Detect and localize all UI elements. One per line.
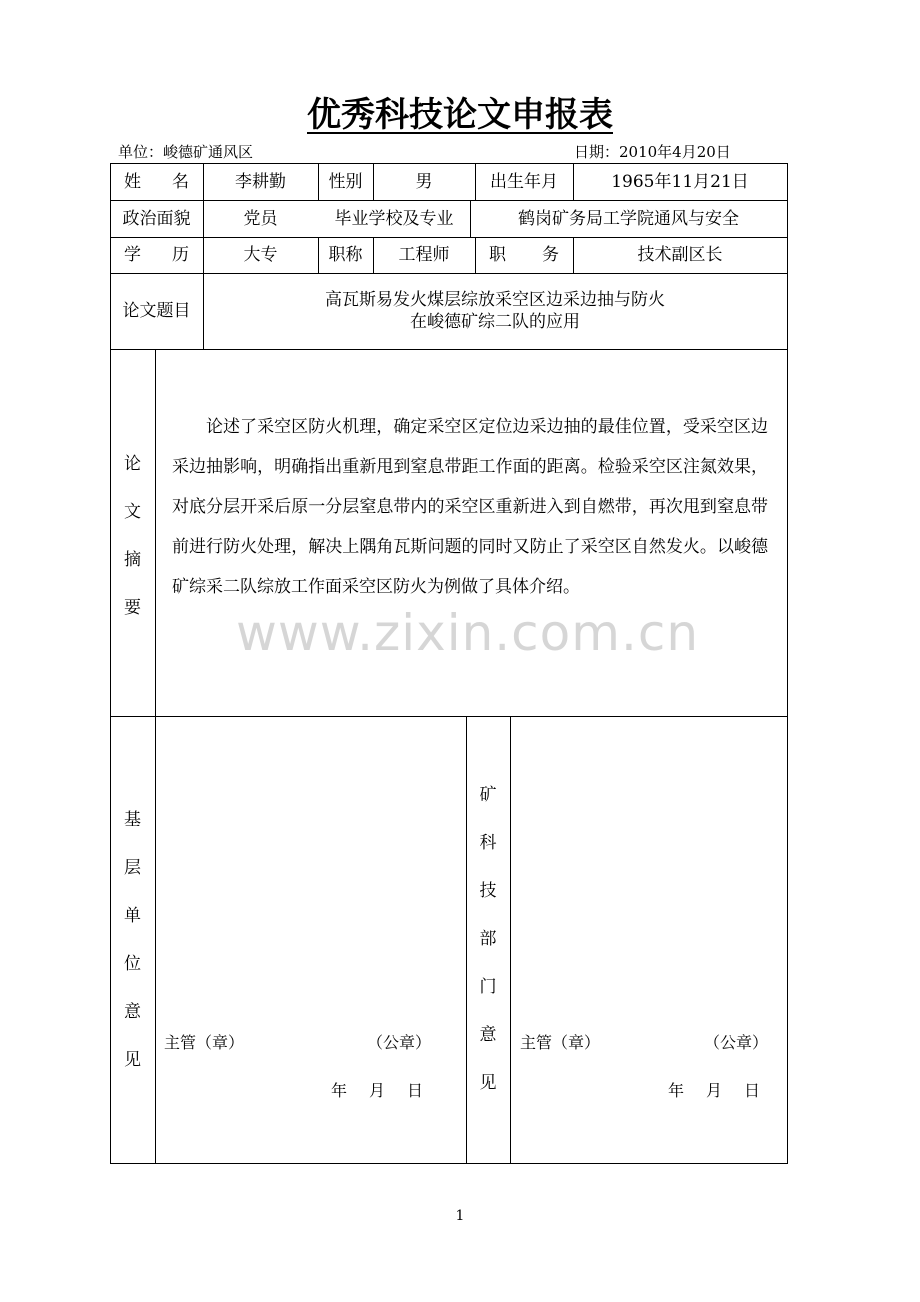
opinion-label-char: 层 (124, 858, 141, 878)
date-day: 日 (407, 1081, 424, 1100)
right-supervisor-seal: 主管（章） (520, 1033, 601, 1052)
job-title-value[interactable]: 工程师 (398, 245, 450, 265)
right-sign-date (668, 1080, 760, 1102)
opinion-label-char: 见 (124, 1050, 141, 1070)
date-label: 日期：2010年4月20日 (574, 143, 731, 161)
paper-title-line: 在峻德矿综二队的应用 (410, 312, 580, 332)
right-official-seal: （公章） (704, 1033, 769, 1052)
date-year: 年 (331, 1081, 348, 1100)
base-unit-opinion-label (110, 796, 155, 1084)
birth-value[interactable]: 1965年11月21日 (611, 171, 749, 192)
job-title-label: 职称 (328, 245, 363, 265)
opinion-label-char: 意 (124, 1002, 141, 1022)
date-day: 日 (744, 1081, 761, 1100)
paper-title-line: 高瓦斯易发火煤层综放采空区边采边抽与防火 (325, 290, 665, 310)
mine-tech-dept-opinion-label (466, 771, 510, 1107)
education-label-char: 历 (172, 245, 189, 265)
opinion-label-char: 部 (479, 929, 497, 949)
opinion-label-char: 位 (124, 954, 141, 974)
page-number: 1 (455, 1208, 465, 1224)
post-label (475, 237, 573, 273)
post-value[interactable]: 技术副区长 (637, 245, 723, 265)
post-label-char: 务 (542, 245, 559, 265)
opinion-label-char: 科 (479, 833, 497, 853)
politics-label: 政治面貌 (122, 208, 191, 229)
school-value[interactable]: 鹤岗矿务局工学院通风与安全 (518, 208, 739, 229)
post-label-char: 职 (489, 245, 506, 265)
gender-label: 性别 (328, 171, 363, 192)
name-value[interactable]: 李耕勤 (235, 171, 286, 192)
paper-title-label: 论文题目 (122, 301, 191, 321)
name-label-char: 名 (172, 171, 189, 192)
abstract-label-char: 要 (124, 598, 141, 618)
abstract-label-char: 文 (124, 502, 141, 522)
education-label-char: 学 (124, 245, 141, 265)
left-official-seal: （公章） (367, 1033, 432, 1052)
education-label (110, 237, 203, 273)
opinion-label-char: 意 (479, 1025, 497, 1045)
opinion-label-char: 门 (479, 977, 497, 997)
left-supervisor-seal: 主管（章） (164, 1033, 245, 1052)
abstract-label (110, 440, 155, 632)
left-sign-date (331, 1080, 423, 1102)
opinion-label-char: 见 (479, 1073, 497, 1093)
school-label: 毕业学校及专业 (334, 208, 454, 229)
abstract-label-char: 摘 (124, 550, 141, 570)
name-label-char: 姓 (124, 171, 141, 192)
education-value[interactable]: 大专 (243, 245, 278, 265)
opinion-label-char: 基 (124, 810, 141, 830)
paper-title-value[interactable] (203, 273, 787, 349)
gender-value[interactable]: 男 (415, 171, 433, 192)
unit-label: 单位：峻德矿通风区 (118, 143, 254, 161)
opinion-label-char: 矿 (479, 785, 497, 805)
date-month: 月 (706, 1081, 723, 1100)
name-label (110, 163, 203, 200)
abstract-text[interactable]: 论述了采空区防火机理，确定采空区定位边采边抽的最佳位置，受采空区边采边抽影响，明确指出重新甩到窒息带距工作面的距离。检验采空区注氮效果，对底分层开采后原一分层窒息带内的采空区重新进入到自燃带，再次甩到窒息带前进行防火处理，解决上隅角瓦斯问题的同时又防止了采空区自然发火。以峻德矿综采二队综放工作面采空区防火为例做了具体介绍。 (172, 417, 768, 597)
politics-value[interactable]: 党员 (243, 208, 278, 229)
date-year: 年 (668, 1081, 685, 1100)
birth-label: 出生年月 (490, 171, 558, 192)
opinion-label-char: 单 (124, 906, 141, 926)
abstract-label-char: 论 (124, 454, 141, 474)
form-title: 优秀科技论文申报表 (307, 95, 613, 135)
opinion-label-char: 技 (479, 881, 497, 901)
date-month: 月 (369, 1081, 386, 1100)
watermark: www.zixin.com.cn (236, 604, 700, 662)
